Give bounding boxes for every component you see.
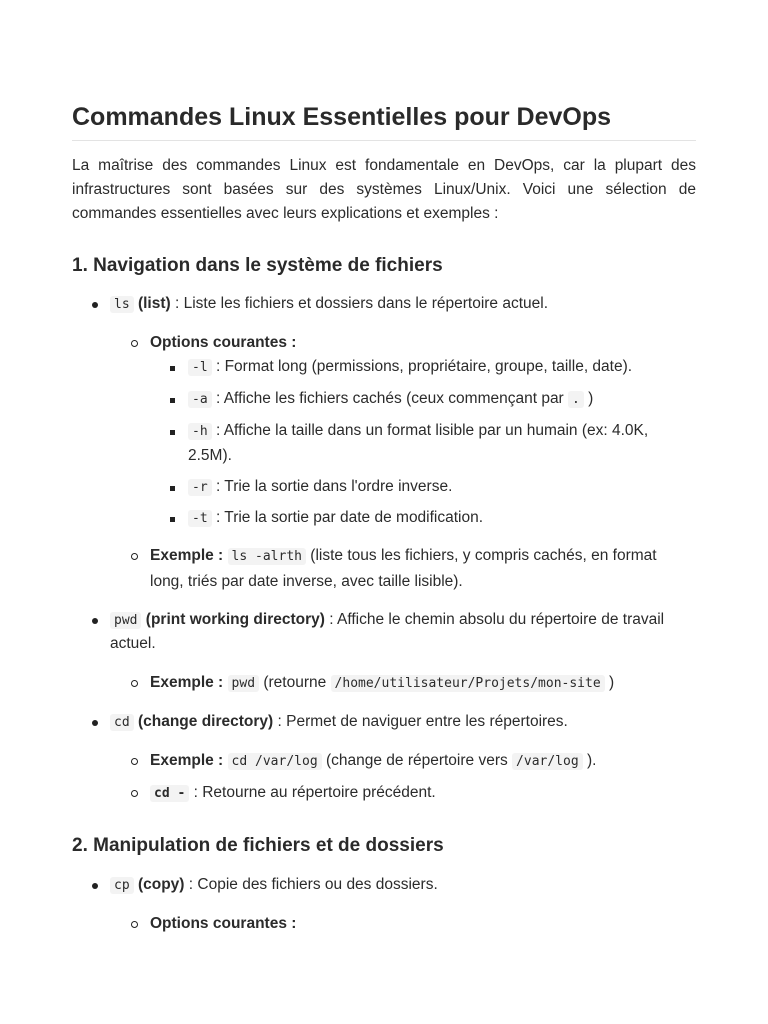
command-code: cp bbox=[110, 877, 134, 894]
example-item: Exemple : ls -alrth (liste tous les fichiers, y compris cachés, en format bbox=[150, 547, 657, 564]
bullet-circle bbox=[131, 921, 138, 928]
list-item-cd: cd (change directory) : Permet de naviguer entre les répertoires. bbox=[110, 710, 568, 735]
list-item-pwd: pwd (print working directory) : Affiche le chemin absolu du répertoire de travail bbox=[110, 608, 664, 633]
bullet-circle bbox=[131, 340, 138, 347]
list-item-cp: cp (copy) : Copie des fichiers ou des dossiers. bbox=[110, 873, 438, 898]
bullet-disc bbox=[92, 618, 98, 624]
list-item-continued: actuel. bbox=[110, 635, 156, 652]
option-item-continued: 2.5M). bbox=[188, 447, 232, 464]
bullet-square bbox=[170, 398, 175, 403]
command-code: ls bbox=[110, 296, 134, 313]
option-item: -t : Trie la sortie par date de modification. bbox=[188, 506, 483, 531]
bullet-circle bbox=[131, 553, 138, 560]
intro-paragraph: La maîtrise des commandes Linux est fondamentale en DevOps, car la plupart des infrastructures sont basées sur des systèmes Linux/Unix. Voici une sélection de commandes essentielles avec leurs explications et exemples : bbox=[72, 157, 696, 222]
bullet-square bbox=[170, 517, 175, 522]
bullet-circle bbox=[131, 680, 138, 687]
example-item: Exemple : pwd (retourne /home/utilisateur/Projets/mon-site ) bbox=[150, 674, 615, 691]
bullet-disc bbox=[92, 302, 98, 308]
bullet-disc bbox=[92, 720, 98, 726]
command-code: pwd bbox=[110, 612, 141, 629]
back-item: cd - : Retourne au répertoire précédent. bbox=[150, 781, 436, 806]
command-name: (list) bbox=[137, 295, 171, 312]
bullet-disc bbox=[92, 883, 98, 889]
command-name: (copy) bbox=[137, 876, 185, 893]
example-item-continued: long, triés par date inverse, avec taille lisible). bbox=[150, 573, 463, 590]
command-name: (print working directory) bbox=[145, 611, 325, 628]
bullet-square bbox=[170, 486, 175, 491]
section-heading-files: 2. Manipulation de fichiers et de dossiers bbox=[72, 835, 444, 856]
bullet-circle bbox=[131, 758, 138, 765]
bullet-square bbox=[170, 430, 175, 435]
example-item: Exemple : cd /var/log (change de répertoire vers /var/log ). bbox=[150, 752, 597, 769]
section-heading-navigation: 1. Navigation dans le système de fichiers bbox=[72, 255, 443, 276]
bullet-circle bbox=[131, 790, 138, 797]
bullet-square bbox=[170, 366, 175, 371]
list-item-ls: ls (list) : Liste les fichiers et dossiers dans le répertoire actuel. bbox=[110, 292, 548, 317]
option-item: -a : Affiche les fichiers cachés (ceux commençant par . ) bbox=[188, 387, 593, 412]
option-item: -r : Trie la sortie dans l'ordre inverse. bbox=[188, 475, 452, 500]
command-name: (change directory) bbox=[137, 713, 274, 730]
command-code: cd bbox=[110, 714, 134, 731]
options-label: Options courantes : bbox=[150, 334, 297, 351]
option-item: -l : Format long (permissions, propriétaire, groupe, taille, date). bbox=[188, 355, 632, 380]
page-title: Commandes Linux Essentielles pour DevOps bbox=[72, 100, 696, 141]
option-item: -h : Affiche la taille dans un format lisible par un humain (ex: 4.0K, bbox=[188, 419, 648, 444]
options-label: Options courantes : bbox=[150, 915, 297, 932]
